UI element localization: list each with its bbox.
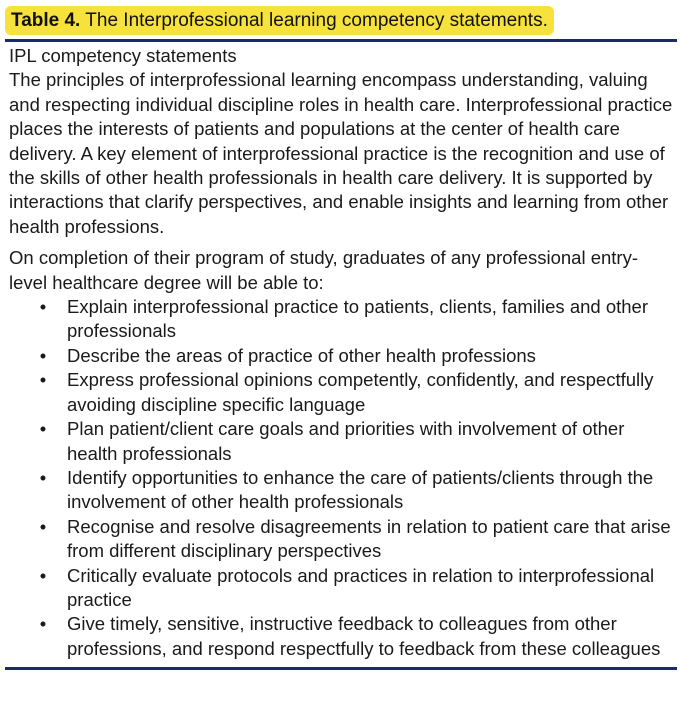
bullet-icon: •: [39, 564, 47, 586]
competency-item-text: Express professional opinions competently, confidently, and respectfully avoiding discipline specific language: [67, 369, 654, 415]
bullet-icon: •: [39, 296, 47, 318]
bullet-icon: •: [39, 344, 47, 366]
competency-item: [9, 344, 673, 368]
competency-item-text: Give timely, sensitive, instructive feedback to colleagues from other professions, and respond respectfully to feedback from these colleagues: [67, 613, 661, 659]
table-bottom-rule: [5, 667, 677, 670]
competency-item-text: Recognise and resolve disagreements in relation to patient care that arise from different disciplinary perspectives: [67, 515, 671, 562]
competency-item: [9, 612, 673, 661]
bullet-icon: •: [39, 613, 47, 635]
competency-item: [9, 515, 673, 564]
table-caption-label: Table 4.: [11, 10, 81, 31]
competency-item: [9, 417, 673, 466]
competency-table: [5, 6, 677, 670]
column-header: IPL competency statements: [9, 45, 237, 66]
completion-paragraph: On completion of their program of study, graduates of any professional entry-level healthcare degree will be able to:: [9, 247, 638, 293]
competency-item: [9, 368, 673, 417]
bullet-icon: •: [39, 515, 47, 537]
table-caption-text: The Interprofessional learning competency statements.: [85, 10, 548, 31]
table-body: [5, 44, 677, 661]
table-caption: [5, 6, 554, 35]
competency-item-text: Critically evaluate protocols and practices in relation to interprofessional practice: [67, 564, 655, 610]
competency-list: [9, 295, 673, 661]
principles-paragraph: The principles of interprofessional learning encompass understanding, valuing and respecting individual discipline roles in health care. Interprofessional practice places the interests of patients and populations at the center of health care delivery. A key element of interprofessional practice is the recognition and use of the skills of other health professionals in health care delivery. It is supported by interactions that clarify perspectives, and enable insights and learning from other health professions.: [9, 69, 673, 237]
bullet-icon: •: [39, 369, 47, 391]
bullet-icon: •: [39, 466, 47, 488]
competency-item-text: Explain interprofessional practice to patients, clients, families and other professionals: [67, 296, 648, 342]
competency-item: [9, 564, 673, 613]
competency-item-text: Identify opportunities to enhance the care of patients/clients through the involvement of other health professionals: [67, 466, 654, 513]
competency-item-text: Describe the areas of practice of other health professions: [67, 344, 536, 366]
competency-item-text: Plan patient/client care goals and priorities with involvement of other health professionals: [67, 418, 625, 464]
bullet-icon: •: [39, 418, 47, 440]
competency-item: [9, 466, 673, 515]
competency-item: [9, 295, 673, 344]
table-top-rule: [5, 39, 677, 42]
